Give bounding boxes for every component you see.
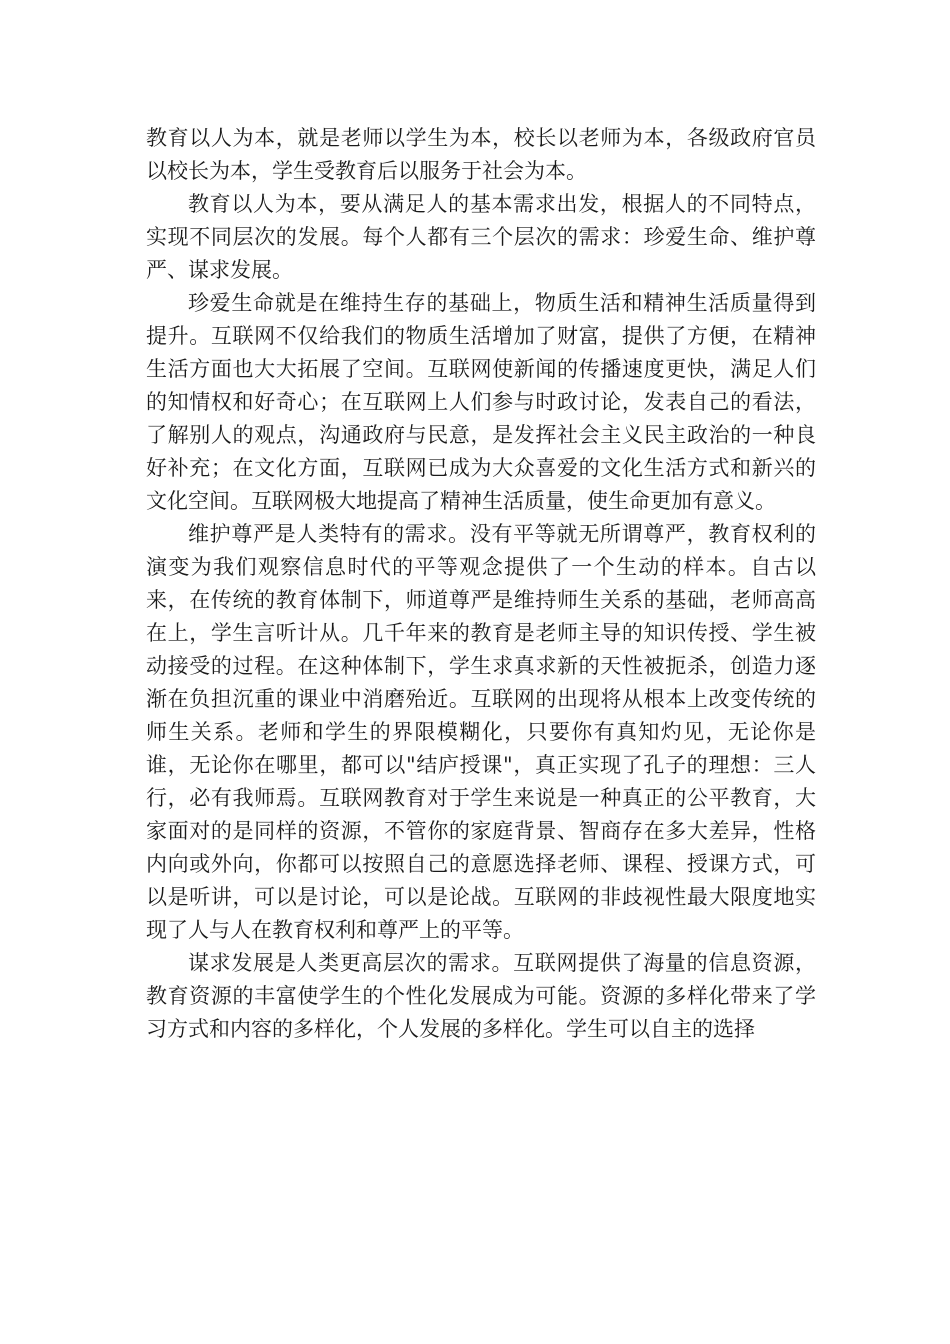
paragraph-continuation: 教育以人为本，就是老师以学生为本，校长以老师为本，各级政府官员以校长为本，学生受教育后以服务于社会为本。	[146, 126, 816, 183]
paragraph-cherish-life: 珍爱生命就是在维持生存的基础上，物质生活和精神生活质量得到提升。互联网不仅给我们的物质生活增加了财富，提供了方便，在精神生活方面也大大拓展了空间。互联网使新闻的传播速度更快，满足人们的知情权和好奇心；在互联网上人们参与时政讨论，发表自己的看法，了解别人的观点，沟通政府与民意，是发挥社会主义民主政治的一种良好补充；在文化方面，互联网已成为大众喜爱的文化生活方式和新兴的文化空间。互联网极大地提高了精神生活质量，使生命更加有意义。	[146, 291, 816, 513]
paragraph-three-needs: 教育以人为本，要从满足人的基本需求出发，根据人的不同特点，实现不同层次的发展。每个人都有三个层次的需求：珍爱生命、维护尊严、谋求发展。	[146, 192, 816, 282]
document-page	[146, 122, 816, 1046]
paragraph-seek-development: 谋求发展是人类更高层次的需求。互联网提供了海量的信息资源，教育资源的丰富使学生的个性化发展成为可能。资源的多样化带来了学习方式和内容的多样化，个人发展的多样化。学生可以自主的选择	[146, 951, 816, 1041]
paragraph-maintain-dignity: 维护尊严是人类特有的需求。没有平等就无所谓尊严，教育权利的演变为我们观察信息时代的平等观念提供了一个生动的样本。自古以来，在传统的教育体制下，师道尊严是维持师生关系的基础，老师高高在上，学生言听计从。几千年来的教育是老师主导的知识传授、学生被动接受的过程。在这种体制下，学生求真求新的天性被扼杀，创造力逐渐在负担沉重的课业中消磨殆近。互联网的出现将从根本上改变传统的师生关系。老师和学生的界限模糊化，只要你有真知灼见，无论你是谁，无论你在哪里，都可以"结庐授课"，真正实现了孔子的理想：三人行，必有我师焉。互联网教育对于学生来说是一种真正的公平教育，大家面对的是同样的资源，不管你的家庭背景、智商存在多大差异，性格内向或外向，你都可以按照自己的意愿选择老师、课程、授课方式，可以是听讲，可以是讨论，可以是论战。互联网的非歧视性最大限度地实现了人与人在教育权利和尊严上的平等。	[146, 522, 816, 942]
